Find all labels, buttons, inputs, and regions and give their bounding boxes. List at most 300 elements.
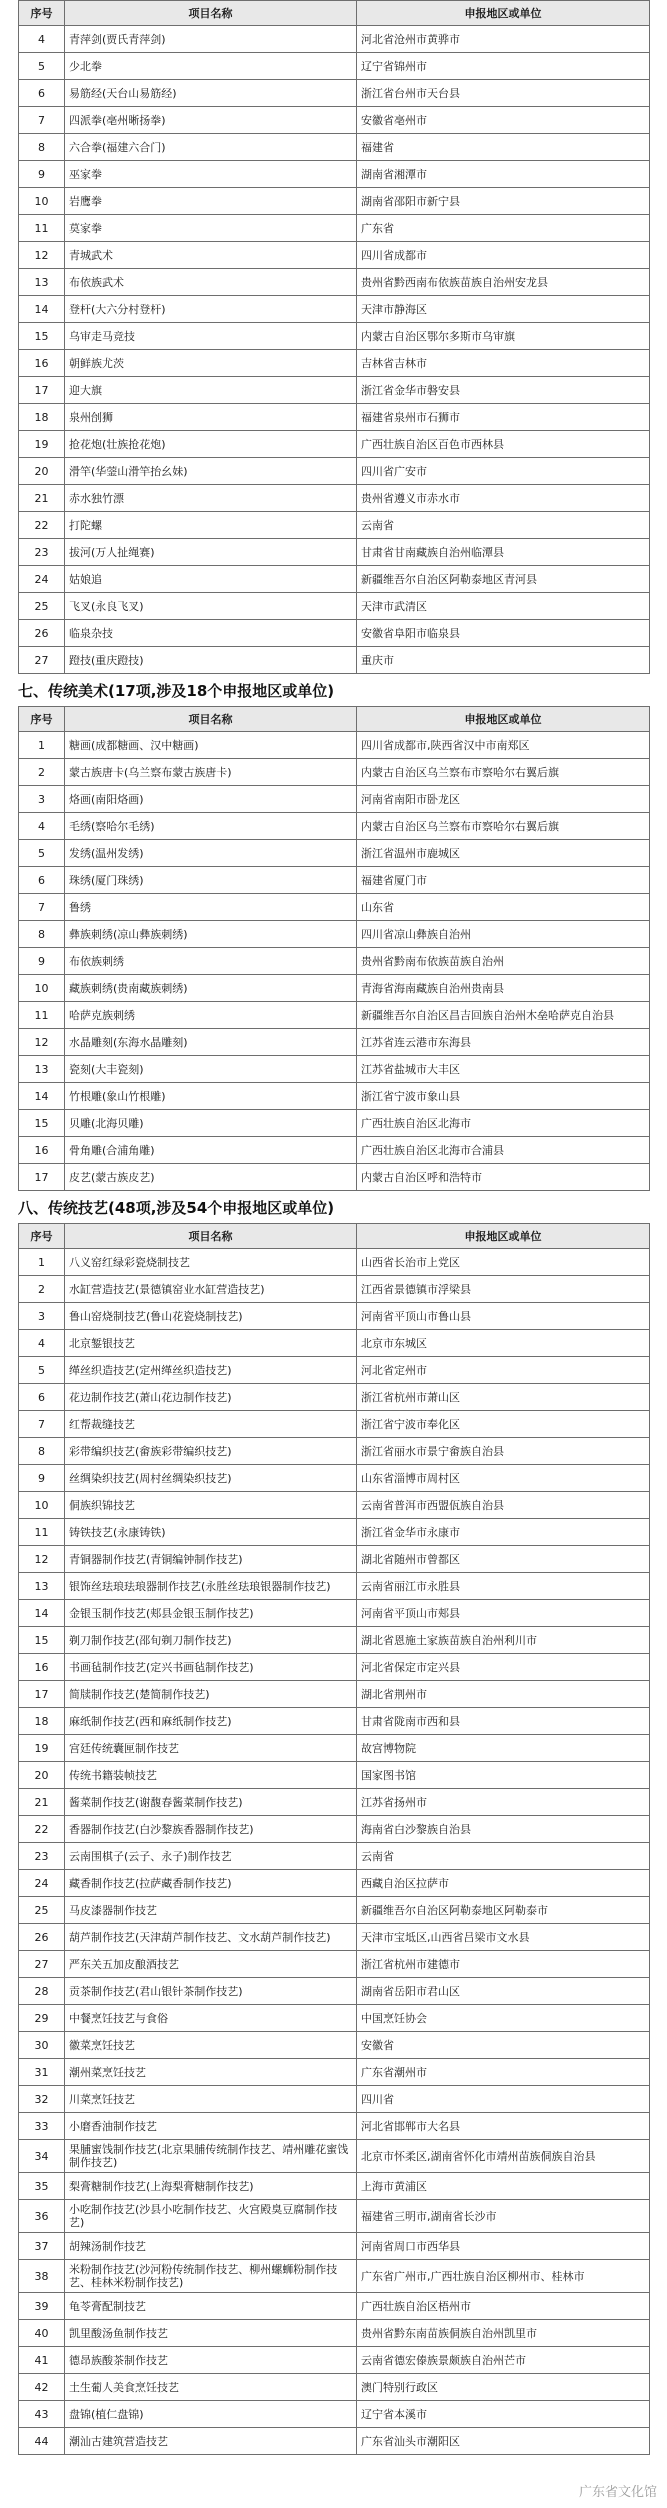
region-name: 广西壮族自治区北海市 bbox=[357, 1110, 650, 1137]
region-name: 福建省泉州市石狮市 bbox=[357, 404, 650, 431]
row-number: 33 bbox=[19, 2113, 65, 2140]
table-row bbox=[19, 1384, 650, 1411]
item-name: 珠绣(厦门珠绣) bbox=[65, 867, 357, 894]
region-name: 广东省汕头市潮阳区 bbox=[357, 2428, 650, 2455]
region-name: 河北省保定市定兴县 bbox=[357, 1654, 650, 1681]
item-name: 骨角雕(合浦角雕) bbox=[65, 1137, 357, 1164]
item-name: 果脯蜜饯制作技艺(北京果脯传统制作技艺、靖州雕花蜜饯制作技艺) bbox=[65, 2140, 357, 2173]
region-name: 河南省南阳市卧龙区 bbox=[357, 786, 650, 813]
region-name: 贵州省黔南布依族苗族自治州 bbox=[357, 948, 650, 975]
table-row bbox=[19, 1762, 650, 1789]
row-number: 25 bbox=[19, 593, 65, 620]
row-number: 4 bbox=[19, 813, 65, 840]
table-row bbox=[19, 485, 650, 512]
region-name: 江苏省盐城市大丰区 bbox=[357, 1056, 650, 1083]
row-number: 7 bbox=[19, 894, 65, 921]
section-7-title: 七、传统美术(17项,涉及18个申报地区或单位) bbox=[18, 682, 335, 700]
table-row bbox=[19, 2005, 650, 2032]
table-row bbox=[19, 242, 650, 269]
table-row bbox=[19, 1924, 650, 1951]
item-name: 剃刀制作技艺(邵旬剃刀制作技艺) bbox=[65, 1627, 357, 1654]
item-name: 赤水独竹漂 bbox=[65, 485, 357, 512]
region-name: 河北省定州市 bbox=[357, 1357, 650, 1384]
region-name: 浙江省杭州市萧山区 bbox=[357, 1384, 650, 1411]
header-name: 项目名称 bbox=[65, 1224, 357, 1249]
table-row bbox=[19, 1573, 650, 1600]
item-name: 六合拳(福建六合门) bbox=[65, 134, 357, 161]
table-row bbox=[19, 593, 650, 620]
region-name: 福建省三明市,湖南省长沙市 bbox=[357, 2200, 650, 2233]
row-number: 31 bbox=[19, 2059, 65, 2086]
row-number: 44 bbox=[19, 2428, 65, 2455]
table-row bbox=[19, 161, 650, 188]
row-number: 30 bbox=[19, 2032, 65, 2059]
region-name: 河北省邯郸市大名县 bbox=[357, 2113, 650, 2140]
table-row bbox=[19, 1735, 650, 1762]
item-name: 八义窑红绿彩瓷烧制技艺 bbox=[65, 1249, 357, 1276]
row-number: 2 bbox=[19, 759, 65, 786]
item-name: 丝绸染织技艺(周村丝绸染织技艺) bbox=[65, 1465, 357, 1492]
table-row bbox=[19, 53, 650, 80]
item-name: 糖画(成都糖画、汉中糖画) bbox=[65, 732, 357, 759]
item-name: 盘锦(植仁盘锦) bbox=[65, 2401, 357, 2428]
item-name: 侗族织锦技艺 bbox=[65, 1492, 357, 1519]
region-name: 安徽省阜阳市临泉县 bbox=[357, 620, 650, 647]
table-row bbox=[19, 647, 650, 674]
item-name: 四派拳(亳州晰扬拳) bbox=[65, 107, 357, 134]
table-section-8 bbox=[18, 1223, 650, 2455]
row-number: 5 bbox=[19, 840, 65, 867]
row-number: 41 bbox=[19, 2347, 65, 2374]
item-name: 云南围棋子(云子、永子)制作技艺 bbox=[65, 1843, 357, 1870]
header-region: 申报地区或单位 bbox=[357, 1, 650, 26]
region-name: 国家图书馆 bbox=[357, 1762, 650, 1789]
region-name: 江西省景德镇市浮梁县 bbox=[357, 1276, 650, 1303]
table-row bbox=[19, 134, 650, 161]
region-name: 贵州省黔西南布依族苗族自治州安龙县 bbox=[357, 269, 650, 296]
region-name: 安徽省亳州市 bbox=[357, 107, 650, 134]
region-name: 贵州省黔东南苗族侗族自治州凯里市 bbox=[357, 2320, 650, 2347]
table-row bbox=[19, 975, 650, 1002]
row-number: 21 bbox=[19, 485, 65, 512]
table-row bbox=[19, 1303, 650, 1330]
row-number: 23 bbox=[19, 539, 65, 566]
row-number: 14 bbox=[19, 1083, 65, 1110]
region-name: 浙江省台州市天台县 bbox=[357, 80, 650, 107]
table-row bbox=[19, 80, 650, 107]
region-name: 天津市宝坻区,山西省吕梁市文水县 bbox=[357, 1924, 650, 1951]
row-number: 16 bbox=[19, 1137, 65, 1164]
row-number: 25 bbox=[19, 1897, 65, 1924]
item-name: 宫廷传统囊匣制作技艺 bbox=[65, 1735, 357, 1762]
table-row bbox=[19, 1951, 650, 1978]
item-name: 登杆(大六分村登杆) bbox=[65, 296, 357, 323]
item-name: 蒙古族唐卡(乌兰察布蒙古族唐卡) bbox=[65, 759, 357, 786]
table-row bbox=[19, 1870, 650, 1897]
item-name: 毛绣(察哈尔毛绣) bbox=[65, 813, 357, 840]
item-name: 彝族刺绣(凉山彝族刺绣) bbox=[65, 921, 357, 948]
row-number: 8 bbox=[19, 1438, 65, 1465]
row-number: 2 bbox=[19, 1276, 65, 1303]
region-name: 福建省 bbox=[357, 134, 650, 161]
table-row bbox=[19, 1681, 650, 1708]
region-name: 内蒙古自治区乌兰察布市察哈尔右翼后旗 bbox=[357, 759, 650, 786]
row-number: 27 bbox=[19, 647, 65, 674]
item-name: 彩带编织技艺(畲族彩带编织技艺) bbox=[65, 1438, 357, 1465]
table-row bbox=[19, 566, 650, 593]
table-row bbox=[19, 732, 650, 759]
region-name: 四川省成都市 bbox=[357, 242, 650, 269]
table-row bbox=[19, 2113, 650, 2140]
row-number: 22 bbox=[19, 512, 65, 539]
item-name: 藏族刺绣(贵南藏族刺绣) bbox=[65, 975, 357, 1002]
table-row bbox=[19, 2293, 650, 2320]
row-number: 42 bbox=[19, 2374, 65, 2401]
region-name: 浙江省金华市永康市 bbox=[357, 1519, 650, 1546]
region-name: 四川省成都市,陕西省汉中市南郑区 bbox=[357, 732, 650, 759]
item-name: 易筋经(天台山易筋经) bbox=[65, 80, 357, 107]
table-row bbox=[19, 1411, 650, 1438]
region-name: 内蒙古自治区鄂尔多斯市乌审旗 bbox=[357, 323, 650, 350]
region-name: 广东省 bbox=[357, 215, 650, 242]
row-number: 17 bbox=[19, 1164, 65, 1191]
table-row bbox=[19, 1654, 650, 1681]
row-number: 35 bbox=[19, 2173, 65, 2200]
row-number: 12 bbox=[19, 1029, 65, 1056]
row-number: 3 bbox=[19, 1303, 65, 1330]
item-name: 瓷刻(大丰瓷刻) bbox=[65, 1056, 357, 1083]
row-number: 34 bbox=[19, 2140, 65, 2173]
item-name: 贝雕(北海贝雕) bbox=[65, 1110, 357, 1137]
table-row bbox=[19, 1546, 650, 1573]
header-no: 序号 bbox=[19, 1224, 65, 1249]
row-number: 10 bbox=[19, 188, 65, 215]
region-name: 山东省淄博市周村区 bbox=[357, 1465, 650, 1492]
item-name: 飞叉(永良飞叉) bbox=[65, 593, 357, 620]
table-row bbox=[19, 2347, 650, 2374]
item-name: 朝鲜族尤茨 bbox=[65, 350, 357, 377]
table-row bbox=[19, 948, 650, 975]
region-name: 上海市黄浦区 bbox=[357, 2173, 650, 2200]
item-name: 传统书籍装帧技艺 bbox=[65, 1762, 357, 1789]
table-row bbox=[19, 1627, 650, 1654]
table-row bbox=[19, 431, 650, 458]
row-number: 9 bbox=[19, 161, 65, 188]
table-row bbox=[19, 1600, 650, 1627]
region-name: 江苏省连云港市东海县 bbox=[357, 1029, 650, 1056]
item-name: 鲁山窑烧制技艺(鲁山花瓷烧制技艺) bbox=[65, 1303, 357, 1330]
item-name: 缂丝织造技艺(定州缂丝织造技艺) bbox=[65, 1357, 357, 1384]
header-region: 申报地区或单位 bbox=[357, 707, 650, 732]
table-row bbox=[19, 2140, 650, 2173]
table-row bbox=[19, 1438, 650, 1465]
row-number: 4 bbox=[19, 26, 65, 53]
row-number: 10 bbox=[19, 1492, 65, 1519]
table-row bbox=[19, 350, 650, 377]
table-row bbox=[19, 2086, 650, 2113]
item-name: 银饰丝珐琅珐琅器制作技艺(永胜丝珐琅银器制作技艺) bbox=[65, 1573, 357, 1600]
region-name: 海南省白沙黎族自治县 bbox=[357, 1816, 650, 1843]
header-name: 项目名称 bbox=[65, 707, 357, 732]
item-name: 葫芦制作技艺(天津葫芦制作技艺、文水葫芦制作技艺) bbox=[65, 1924, 357, 1951]
region-name: 湖北省随州市曾都区 bbox=[357, 1546, 650, 1573]
row-number: 15 bbox=[19, 1110, 65, 1137]
region-name: 浙江省杭州市建德市 bbox=[357, 1951, 650, 1978]
watermark-logo-text: 广东省文化馆 bbox=[578, 2485, 657, 2500]
item-name: 红帮裁缝技艺 bbox=[65, 1411, 357, 1438]
row-number: 39 bbox=[19, 2293, 65, 2320]
table-row bbox=[19, 26, 650, 53]
item-name: 水缸营造技艺(景德镇窑业水缸营造技艺) bbox=[65, 1276, 357, 1303]
region-name: 新疆维吾尔自治区昌吉回族自治州木垒哈萨克自治县 bbox=[357, 1002, 650, 1029]
header-no: 序号 bbox=[19, 1, 65, 26]
row-number: 10 bbox=[19, 975, 65, 1002]
row-number: 28 bbox=[19, 1978, 65, 2005]
table-row bbox=[19, 296, 650, 323]
table-row bbox=[19, 458, 650, 485]
table-row bbox=[19, 1492, 650, 1519]
row-number: 43 bbox=[19, 2401, 65, 2428]
item-name: 简牍制作技艺(楚简制作技艺) bbox=[65, 1681, 357, 1708]
row-number: 13 bbox=[19, 269, 65, 296]
table-row bbox=[19, 1789, 650, 1816]
row-number: 5 bbox=[19, 1357, 65, 1384]
table-row bbox=[19, 1276, 650, 1303]
row-number: 8 bbox=[19, 921, 65, 948]
item-name: 麻纸制作技艺(西和麻纸制作技艺) bbox=[65, 1708, 357, 1735]
row-number: 19 bbox=[19, 1735, 65, 1762]
item-name: 莫家拳 bbox=[65, 215, 357, 242]
item-name: 香器制作技艺(白沙黎族香器制作技艺) bbox=[65, 1816, 357, 1843]
row-number: 23 bbox=[19, 1843, 65, 1870]
item-name: 川菜烹饪技艺 bbox=[65, 2086, 357, 2113]
table-row bbox=[19, 840, 650, 867]
row-number: 20 bbox=[19, 1762, 65, 1789]
row-number: 21 bbox=[19, 1789, 65, 1816]
table-row bbox=[19, 786, 650, 813]
region-name: 河南省平顶山市郏县 bbox=[357, 1600, 650, 1627]
table-row bbox=[19, 1002, 650, 1029]
row-number: 17 bbox=[19, 1681, 65, 1708]
table-row bbox=[19, 1137, 650, 1164]
item-name: 凯里酸汤鱼制作技艺 bbox=[65, 2320, 357, 2347]
item-name: 米粉制作技艺(沙河粉传统制作技艺、柳州螺蛳粉制作技艺、桂林米粉制作技艺) bbox=[65, 2260, 357, 2293]
table-row bbox=[19, 1816, 650, 1843]
row-number: 13 bbox=[19, 1573, 65, 1600]
table-row bbox=[19, 215, 650, 242]
table-row bbox=[19, 404, 650, 431]
region-name: 广西壮族自治区梧州市 bbox=[357, 2293, 650, 2320]
item-name: 烙画(南阳烙画) bbox=[65, 786, 357, 813]
region-name: 山西省长治市上党区 bbox=[357, 1249, 650, 1276]
item-name: 打陀螺 bbox=[65, 512, 357, 539]
row-number: 11 bbox=[19, 215, 65, 242]
item-name: 发绣(温州发绣) bbox=[65, 840, 357, 867]
row-number: 4 bbox=[19, 1330, 65, 1357]
region-name: 河南省平顶山市鲁山县 bbox=[357, 1303, 650, 1330]
item-name: 皮艺(蒙古族皮艺) bbox=[65, 1164, 357, 1191]
item-name: 布依族武术 bbox=[65, 269, 357, 296]
table-row bbox=[19, 323, 650, 350]
table-row bbox=[19, 1897, 650, 1924]
item-name: 梨膏糖制作技艺(上海梨膏糖制作技艺) bbox=[65, 2173, 357, 2200]
row-number: 40 bbox=[19, 2320, 65, 2347]
table-row bbox=[19, 1164, 650, 1191]
item-name: 青萍剑(贾氏青萍剑) bbox=[65, 26, 357, 53]
item-name: 乌审走马竞技 bbox=[65, 323, 357, 350]
table-row bbox=[19, 921, 650, 948]
table-row bbox=[19, 1056, 650, 1083]
region-name: 四川省凉山彝族自治州 bbox=[357, 921, 650, 948]
table-row bbox=[19, 2200, 650, 2233]
region-name: 湖南省湘潭市 bbox=[357, 161, 650, 188]
table-row bbox=[19, 1708, 650, 1735]
region-name: 新疆维吾尔自治区阿勒泰地区阿勒泰市 bbox=[357, 1897, 650, 1924]
row-number: 3 bbox=[19, 786, 65, 813]
item-name: 滑竿(华蓥山滑竿抬幺妹) bbox=[65, 458, 357, 485]
region-name: 湖南省岳阳市君山区 bbox=[357, 1978, 650, 2005]
item-name: 金银玉制作技艺(郏县金银玉制作技艺) bbox=[65, 1600, 357, 1627]
item-name: 铸铁技艺(永康铸铁) bbox=[65, 1519, 357, 1546]
table-row bbox=[19, 2173, 650, 2200]
table-row bbox=[19, 2428, 650, 2455]
item-name: 徽菜烹饪技艺 bbox=[65, 2032, 357, 2059]
table-row bbox=[19, 2059, 650, 2086]
region-name: 吉林省吉林市 bbox=[357, 350, 650, 377]
region-name: 四川省 bbox=[357, 2086, 650, 2113]
item-name: 少北拳 bbox=[65, 53, 357, 80]
item-name: 龟苓膏配制技艺 bbox=[65, 2293, 357, 2320]
region-name: 甘肃省甘南藏族自治州临潭县 bbox=[357, 539, 650, 566]
item-name: 临泉杂技 bbox=[65, 620, 357, 647]
region-name: 内蒙古自治区乌兰察布市察哈尔右翼后旗 bbox=[357, 813, 650, 840]
row-number: 11 bbox=[19, 1002, 65, 1029]
item-name: 潮州菜烹饪技艺 bbox=[65, 2059, 357, 2086]
region-name: 云南省德宏傣族景颇族自治州芒市 bbox=[357, 2347, 650, 2374]
table-row bbox=[19, 1110, 650, 1137]
region-name: 青海省海南藏族自治州贵南县 bbox=[357, 975, 650, 1002]
region-name: 河北省沧州市黄骅市 bbox=[357, 26, 650, 53]
table-row bbox=[19, 2320, 650, 2347]
table-row bbox=[19, 269, 650, 296]
region-name: 中国烹饪协会 bbox=[357, 2005, 650, 2032]
region-name: 湖北省荆州市 bbox=[357, 1681, 650, 1708]
table-row bbox=[19, 894, 650, 921]
table-row bbox=[19, 539, 650, 566]
region-name: 云南省 bbox=[357, 512, 650, 539]
table-row bbox=[19, 107, 650, 134]
item-name: 潮汕古建筑营造技艺 bbox=[65, 2428, 357, 2455]
item-name: 岩鹰拳 bbox=[65, 188, 357, 215]
region-name: 湖北省恩施土家族苗族自治州利川市 bbox=[357, 1627, 650, 1654]
table-row bbox=[19, 1465, 650, 1492]
item-name: 竹根雕(象山竹根雕) bbox=[65, 1083, 357, 1110]
table-row bbox=[19, 813, 650, 840]
row-number: 11 bbox=[19, 1519, 65, 1546]
region-name: 广西壮族自治区北海市合浦县 bbox=[357, 1137, 650, 1164]
row-number: 1 bbox=[19, 732, 65, 759]
table-row bbox=[19, 2032, 650, 2059]
region-name: 天津市武清区 bbox=[357, 593, 650, 620]
item-name: 巫家拳 bbox=[65, 161, 357, 188]
region-name: 西藏自治区拉萨市 bbox=[357, 1870, 650, 1897]
region-name: 云南省普洱市西盟佤族自治县 bbox=[357, 1492, 650, 1519]
item-name: 德昂族酸茶制作技艺 bbox=[65, 2347, 357, 2374]
row-number: 13 bbox=[19, 1056, 65, 1083]
region-name: 江苏省扬州市 bbox=[357, 1789, 650, 1816]
row-number: 18 bbox=[19, 404, 65, 431]
row-number: 24 bbox=[19, 566, 65, 593]
item-name: 严东关五加皮酿酒技艺 bbox=[65, 1951, 357, 1978]
region-name: 甘肃省陇南市西和县 bbox=[357, 1708, 650, 1735]
item-name: 土生葡人美食烹饪技艺 bbox=[65, 2374, 357, 2401]
region-name: 北京市怀柔区,湖南省怀化市靖州苗族侗族自治县 bbox=[357, 2140, 650, 2173]
item-name: 马皮漆器制作技艺 bbox=[65, 1897, 357, 1924]
region-name: 浙江省宁波市奉化区 bbox=[357, 1411, 650, 1438]
row-number: 9 bbox=[19, 948, 65, 975]
row-number: 24 bbox=[19, 1870, 65, 1897]
row-number: 1 bbox=[19, 1249, 65, 1276]
table-row bbox=[19, 1843, 650, 1870]
item-name: 抢花炮(壮族抢花炮) bbox=[65, 431, 357, 458]
item-name: 青城武术 bbox=[65, 242, 357, 269]
item-name: 拔河(万人扯绳赛) bbox=[65, 539, 357, 566]
region-name: 云南省丽江市永胜县 bbox=[357, 1573, 650, 1600]
row-number: 36 bbox=[19, 2200, 65, 2233]
item-name: 贡茶制作技艺(君山银针茶制作技艺) bbox=[65, 1978, 357, 2005]
table-row bbox=[19, 1978, 650, 2005]
item-name: 北京錾银技艺 bbox=[65, 1330, 357, 1357]
region-name: 重庆市 bbox=[357, 647, 650, 674]
region-name: 广东省广州市,广西壮族自治区柳州市、桂林市 bbox=[357, 2260, 650, 2293]
table-row bbox=[19, 867, 650, 894]
row-number: 16 bbox=[19, 350, 65, 377]
item-name: 藏香制作技艺(拉萨藏香制作技艺) bbox=[65, 1870, 357, 1897]
item-name: 哈萨克族刺绣 bbox=[65, 1002, 357, 1029]
row-number: 9 bbox=[19, 1465, 65, 1492]
row-number: 6 bbox=[19, 867, 65, 894]
row-number: 20 bbox=[19, 458, 65, 485]
item-name: 布依族刺绣 bbox=[65, 948, 357, 975]
row-number: 38 bbox=[19, 2260, 65, 2293]
table-row bbox=[19, 2401, 650, 2428]
row-number: 16 bbox=[19, 1654, 65, 1681]
region-name: 辽宁省锦州市 bbox=[357, 53, 650, 80]
item-name: 鲁绣 bbox=[65, 894, 357, 921]
table-row bbox=[19, 1357, 650, 1384]
row-number: 19 bbox=[19, 431, 65, 458]
item-name: 青铜器制作技艺(青铜编钟制作技艺) bbox=[65, 1546, 357, 1573]
table-row bbox=[19, 2233, 650, 2260]
region-name: 云南省 bbox=[357, 1843, 650, 1870]
row-number: 6 bbox=[19, 80, 65, 107]
region-name: 福建省厦门市 bbox=[357, 867, 650, 894]
table-row bbox=[19, 1083, 650, 1110]
table-row bbox=[19, 377, 650, 404]
region-name: 辽宁省本溪市 bbox=[357, 2401, 650, 2428]
region-name: 山东省 bbox=[357, 894, 650, 921]
row-number: 15 bbox=[19, 323, 65, 350]
item-name: 小吃制作技艺(沙县小吃制作技艺、火宫殿臭豆腐制作技艺) bbox=[65, 2200, 357, 2233]
row-number: 29 bbox=[19, 2005, 65, 2032]
item-name: 书画毡制作技艺(定兴书画毡制作技艺) bbox=[65, 1654, 357, 1681]
row-number: 7 bbox=[19, 107, 65, 134]
table-row bbox=[19, 1249, 650, 1276]
item-name: 泉州刣狮 bbox=[65, 404, 357, 431]
region-name: 内蒙古自治区呼和浩特市 bbox=[357, 1164, 650, 1191]
region-name: 澳门特别行政区 bbox=[357, 2374, 650, 2401]
table-row bbox=[19, 759, 650, 786]
